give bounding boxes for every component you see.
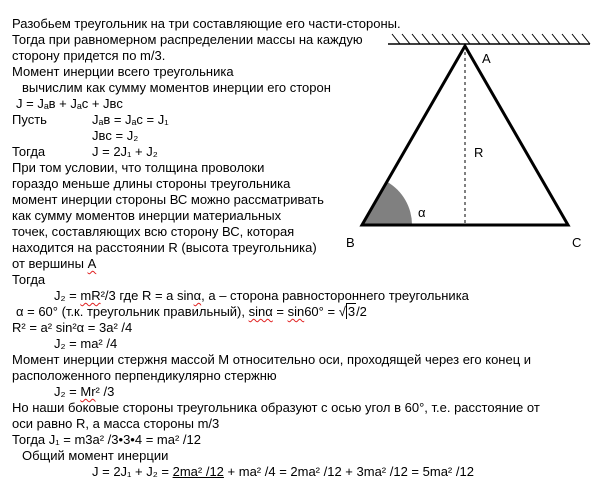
text-line-3: сторону придется по m/3. [12,48,166,63]
vertex-a-label: A [482,51,491,66]
formula-final [92,464,474,480]
formula-part: J₂ = [54,288,81,303]
text-line-22: Момент инерции стержня массой М относительно оси, проходящей через его конец и [12,352,532,367]
formula-part-mr: mR [80,288,101,303]
angle-sector [362,182,412,225]
formula-sum-moments: J = Jₐʙ + Jₐc + Jʙc [16,96,123,111]
angle-label: α [418,205,426,220]
text-line-14: точек, составляющих всю сторону ВС, которая [12,224,295,239]
text-total-moment: Общий момент инерции [22,448,169,463]
formula-part: + ma² /4 = 2ma² /12 + 3ma² /12 = 5ma² /12 [223,464,474,479]
text-line-11: гораздо меньше длины стороны треугольника [12,176,291,191]
height-label: R [474,145,484,160]
text-line-1: Разобьем треугольник на три составляющие его части-стороны. [12,16,401,31]
sqrt-icon: √ [338,304,346,319]
vertex-b-label: B [346,235,355,250]
formula-part-mr-rod: Mr [80,384,96,399]
formula-rod [54,384,114,400]
text-line-23: расположенного перпендикулярно стержню [12,368,277,383]
formula-part: ² /3 [95,384,115,399]
text-line-2: Тогда при равномерном распределении массы на каждую [12,32,363,47]
triangle-diagram [340,30,600,260]
formula-part: J₂ = [54,384,81,399]
text-line-12: момент инерции стороны ВС можно рассматривать [12,192,324,207]
vertex-c-label: C [572,235,582,250]
formula-part-underlined: 2ma² /12 [172,464,224,479]
formula-total: J = 2J₁ + J₂ [92,144,158,159]
formula-part: 60° = [304,304,339,319]
text-line-10: При том условии, что толщина проволоки [12,160,265,175]
formula-part-sin-alpha: sinα [248,304,273,319]
ceiling-hatch [388,34,590,44]
text-from-vertex: от вершины [12,256,88,271]
triangle-figure [340,30,600,260]
formula-j2-mr2 [54,288,469,304]
formula-j2-ma2: J₂ = ma² /4 [54,336,118,351]
formula-alpha-60 [16,304,367,320]
formula-part-radicand: 3 [347,304,356,319]
text-then-1: Тогда [12,144,46,159]
formula-equal-sides: Jₐʙ = Jₐc = J₁ [92,112,169,127]
formula-r-squared: R² = a² sin²α = 3a² /4 [12,320,133,335]
text-line-4: Момент инерции всего треугольника [12,64,234,79]
formula-part-alpha: α [193,288,202,303]
formula-part-sin: sin [287,304,305,319]
formula-part: , a – сторона равностороннего треугольника [201,288,469,303]
formula-part: α = 60° (т.к. треугольник правильный), [16,304,249,319]
text-let: Пусть [12,112,47,127]
formula-part: = [272,304,288,319]
text-line-26: оси равно R, а масса стороны m/3 [12,416,220,431]
formula-part: ²/3 где R = a sin [100,288,194,303]
text-line-5: вычислим как сумму моментов инерции его сторон [22,80,331,95]
formula-part: /2 [356,304,367,319]
text-line-25: Но наши боковые стороны треугольника образуют с осью угол в 60°, т.е. расстояние от [12,400,540,415]
text-line-15: находится на расстоянии R (высота треугольника) [12,240,317,255]
formula-j2-def: Jʙc = J₂ [92,128,139,143]
formula-j1: Тогда J₁ = m3a² /3•3•4 = ma² /12 [12,432,201,447]
text-line-16 [12,256,96,272]
text-then-2: Тогда [12,272,46,287]
text-line-13: как сумму моментов инерции материальных [12,208,282,223]
formula-part: J = 2J₁ + J₂ = [92,464,173,479]
text-vertex-a: А [87,256,97,271]
